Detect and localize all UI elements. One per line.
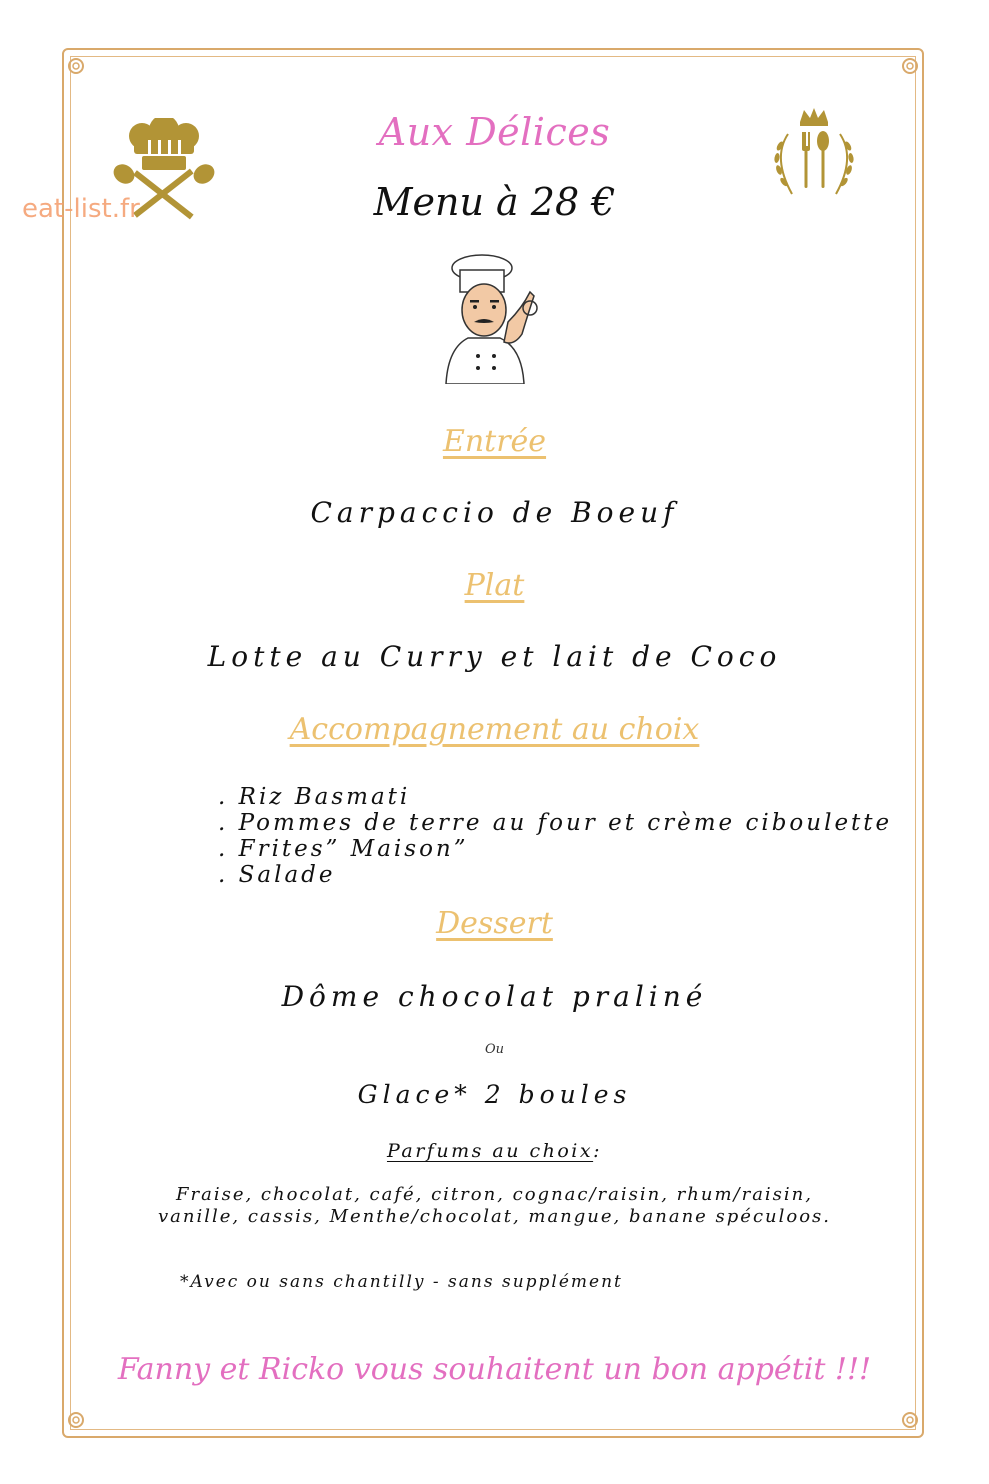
menu-title: Menu à 28 € (373, 180, 616, 224)
flavors-title-colon: : (593, 1140, 603, 1162)
dish-entree: Carpaccio de Boeuf (310, 496, 679, 529)
dish-dessert: Dôme chocolat praliné (281, 980, 708, 1013)
list-item: . Pommes de terre au four et crème ciboulette (218, 810, 893, 836)
corner-ornament-icon (66, 1406, 92, 1432)
signoff-message: Fanny et Ricko vous souhaitent un bon appétit !!! (117, 1352, 872, 1387)
section-heading-accompagnement: Accompagnement au choix (289, 712, 700, 747)
section-heading-plat: Plat (464, 568, 525, 603)
corner-ornament-icon (894, 1406, 920, 1432)
flavors-title (0, 1140, 989, 1162)
corner-ornament-icon (894, 56, 920, 82)
chantilly-note: *Avec ou sans chantilly - sans supplément (180, 1272, 623, 1292)
chef-ok-hand-illustration (438, 252, 550, 384)
corner-ornament-icon (66, 56, 92, 82)
dish-dessert-alt: Glace* 2 boules (357, 1080, 632, 1109)
watermark-text: eat-list.fr (22, 194, 140, 224)
dish-plat: Lotte au Curry et lait de Coco (207, 640, 782, 673)
restaurant-name: Aux Délices (378, 110, 611, 154)
accompaniment-list (218, 784, 892, 888)
flavors-title-text: Parfums au choix (386, 1140, 594, 1162)
section-heading-entree: Entrée (442, 424, 547, 459)
list-item: . Riz Basmati (218, 784, 411, 810)
or-separator: Ou (484, 1042, 505, 1057)
list-item: . Frites” Maison” (218, 836, 469, 862)
section-heading-dessert: Dessert (436, 906, 553, 941)
flavors-line-2: vanille, cassis, Menthe/chocolat, mangue, banane spéculoos. (157, 1206, 832, 1227)
list-item: . Salade (218, 862, 336, 888)
flavors-line-1: Fraise, chocolat, café, citron, cognac/raisin, rhum/raisin, (176, 1184, 813, 1205)
